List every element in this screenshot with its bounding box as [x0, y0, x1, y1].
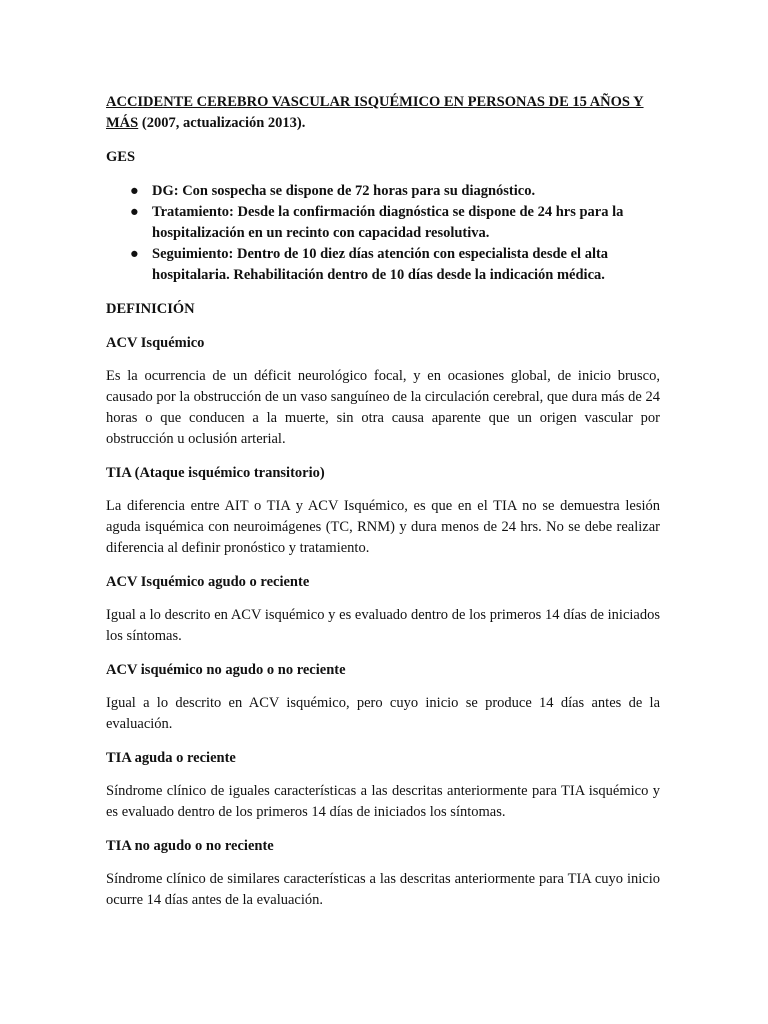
- section-title-tia: TIA (Ataque isquémico transitorio): [106, 465, 325, 481]
- ges-item-seguimiento: [106, 244, 660, 286]
- bullet-icon: ●: [130, 246, 139, 262]
- section-title-tia-aguda: TIA aguda o reciente: [106, 750, 236, 766]
- document-title-main: ACCIDENTE CEREBRO VASCULAR ISQUÉMICO EN PERSONAS DE 15 AÑOS Y MÁS: [106, 94, 644, 131]
- section-text-acv-isquemico: Es la ocurrencia de un déficit neurológico focal, y en ocasiones global, de inicio brusco, causado por la obstrucción de un vaso sanguíneo de la circulación cerebral, que dura más de 24 horas o que conducen a la muerte, sin otra causa aparente que un origen vascular por obstrucción u oclusión arterial.: [106, 368, 660, 447]
- ges-item-text: Seguimiento: Dentro de 10 diez días atención con especialista desde el alta hospitalaria. Rehabilitación dentro de 10 días desde la indicación médica.: [152, 246, 609, 283]
- ges-item-text: Tratamiento: Desde la confirmación diagnóstica se dispone de 24 hrs para la hospitalización en un recinto con capacidad resolutiva.: [152, 204, 624, 241]
- section-text-tia-aguda: Síndrome clínico de iguales características a las descritas anteriormente para TIA isquémico y es evaluado dentro de los primeros 14 días de iniciados los síntomas.: [106, 783, 660, 820]
- section-text-acv-agudo: Igual a lo descrito en ACV isquémico y es evaluado dentro de los primeros 14 días de iniciados los síntomas.: [106, 607, 660, 644]
- section-text-acv-no-agudo: Igual a lo descrito en ACV isquémico, pero cuyo inicio se produce 14 días antes de la evaluación.: [106, 695, 660, 732]
- ges-heading: GES: [106, 149, 136, 165]
- document-title: [106, 92, 660, 134]
- ges-list: [106, 181, 660, 286]
- ges-item-dg: [106, 181, 660, 202]
- section-text-tia: La diferencia entre AIT o TIA y ACV Isquémico, es que en el TIA no se demuestra lesión aguda isquémica con neuroimágenes (TC, RNM) y dura menos de 24 hrs. No se debe realizar diferencia al definir pronóstico y tratamiento.: [106, 498, 660, 556]
- ges-item-tratamiento: [106, 202, 660, 244]
- section-title-acv-agudo: ACV Isquémico agudo o reciente: [106, 574, 310, 590]
- definicion-heading: DEFINICIÓN: [106, 301, 195, 317]
- section-title-acv-isquemico: ACV Isquémico: [106, 335, 205, 351]
- bullet-icon: ●: [130, 183, 139, 199]
- section-title-acv-no-agudo: ACV isquémico no agudo o no reciente: [106, 662, 346, 678]
- document-title-suffix: (2007, actualización 2013).: [138, 115, 306, 131]
- section-text-tia-no-agudo: Síndrome clínico de similares características a las descritas anteriormente para TIA cuyo inicio ocurre 14 días antes de la evaluación.: [106, 871, 660, 908]
- section-title-tia-no-agudo: TIA no agudo o no reciente: [106, 838, 274, 854]
- bullet-icon: ●: [130, 204, 139, 220]
- ges-item-text: DG: Con sospecha se dispone de 72 horas para su diagnóstico.: [152, 183, 536, 199]
